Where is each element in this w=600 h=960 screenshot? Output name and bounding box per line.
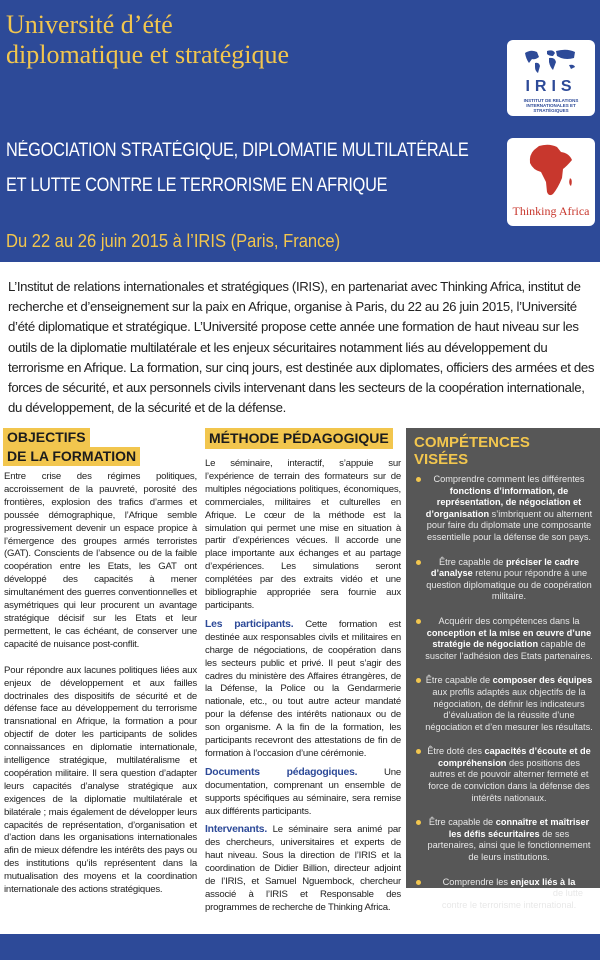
methodology-heading: MÉTHODE PÉDAGOGIQUE: [205, 428, 393, 449]
intro-paragraph: L’Institut de relations internationales et stratégiques (IRIS), en partenariat avec Thinking Africa, institut de recherche et d’enseignement sur la paix en Afrique, organise à Paris, du 22 au 26 juin 2015, l’Université d’été diplomatique et stratégique. L’Université propose cette année une formation de haut niveau sur les outils de la diplomatie multilatérale et les enjeux sécuritaires notamment liés au développement du terrorisme en Afrique. La formation, sur cinq jours, est destinée aux diplomates, officiers des armées et des forces de sécurité, et aux personnels civils intervenant dans les secteurs de la coopération internationale, du développement, de la sécurité et de la défense.: [8, 279, 595, 416]
world-map-icon: [519, 45, 583, 77]
skills-heading: [406, 428, 600, 468]
list-item: Être capable de composer des équipes aux profils adaptés aux objectifs de la négociation, de définir les indicateurs d’évaluation de la réussite d’une négociation et d’en mesurer les résultats.: [416, 675, 594, 733]
list-item: Être doté des capacités d’écoute et de compréhension des positions des autres et de pouvoir alterner fermeté et force de conviction dans la défense des intérêts nationaux.: [416, 746, 594, 804]
africa-map-icon: [527, 142, 575, 200]
bullet-icon: [416, 678, 421, 683]
iris-logo-text: IRIS: [525, 78, 577, 95]
methodology-paragraph: Le séminaire, interactif, s’appuie sur l’expérience de terrain des formateurs sur de multiples négociations politiques, économiques, commerciales, militaires et culturelles en Afrique. Le cœur de la méthode est la simulation qui permet une mise en situation à partir d’expériences vécues. Il accorde une place importante aux échanges et au partage d’expériences. Les simulations seront complétées par des extraits vidéo et une bibliographie appropriée sera fournie aux participants.: [205, 458, 401, 611]
page-title: [6, 10, 426, 70]
iris-logo-subtext: INSTITUT DE RELATIONS INTERNATIONALES ET STRATÉGIQUES: [523, 98, 579, 113]
bullet-icon: [416, 820, 421, 825]
thinking-africa-logo: [507, 138, 595, 226]
skills-list: [406, 474, 600, 924]
intervenants-text: Le séminaire sera animé par des chercheurs, universitaires et experts de haut niveau. Sous la direction de l’IRIS et la coordination de Didier Billion, directeur adjoint de l’IRIS, et Samuel Nguembock, chercheur associé à l’IRIS et Responsable des programmes de recherche de Thinking Africa.: [205, 824, 401, 913]
title-line-2: diplomatique et stratégique: [6, 40, 290, 69]
subtitle-line-2: ET LUTTE CONTRE LE TERRORISME EN AFRIQUE: [6, 175, 388, 196]
subtitle-line-1: NÉGOCIATION STRATÉGIQUE, DIPLOMATIE MULTILATÉRALE: [6, 140, 469, 161]
documents-text: Une documentation, comprenant un ensemble de supports spécifiques au séminaire, sera remise aux différents participants.: [205, 766, 401, 817]
objectives-heading: [3, 428, 200, 466]
documents-lead: Documents pédagogiques.: [205, 766, 358, 778]
skills-heading-line-1: COMPÉTENCES: [414, 434, 530, 451]
list-item: Acquérir des compétences dans la conception et la mise en œuvre d’une stratégie de négociation capable de susciter l’adhésion des Etats partenaires.: [416, 616, 594, 662]
list-item: Comprendre comment les différentes fonctions d’information, de représentation, de négociation et d’organisation s’imbriquent ou alternent pour faire du diplomate une composante essentielle pour la défense de son pays.: [416, 474, 594, 544]
list-item: Être capable de connaître et maîtriser les défis sécuritaires de ses partenaires, ainsi que le fonctionnement de leurs institutions.: [416, 817, 594, 863]
footer-band: [0, 934, 600, 960]
bullet-icon: [416, 477, 421, 482]
bullet-icon: [416, 880, 421, 885]
participants-lead: Les participants.: [205, 618, 294, 630]
title-line-1: Université d’été: [6, 10, 173, 39]
skills-heading-line-2: VISÉES: [414, 451, 469, 468]
list-item: Être capable de préciser le cadre d’analyse retenu pour répondre à une question diplomatique ou de coopération militaire.: [416, 557, 594, 603]
methodology-column: [205, 428, 401, 913]
bullet-icon: [416, 560, 421, 565]
thinking-africa-text: Thinking Africa: [512, 204, 590, 218]
objectives-paragraph-1: Entre crise des régimes politiques, accroissement de la pauvreté, porosité des frontières, explosion des trafics d’armes et poussée démographique, l’Afrique semble progressivement devenir un espace propice à l’émergence des groupes armés terroristes (GAT). Conscients de l’absence ou de la faible coopération entre les Etats, les GAT ont développé des capacités à mener simultanément des guerres conventionnelles et asymétriques qui leur procurent un avantage stratégique décisif sur les Etats et leur permettent, le cas échéant, de conserver une capacité de nuisance post-conflit.: [4, 471, 197, 650]
iris-logo: [507, 40, 595, 116]
intervenants-paragraph: [205, 824, 401, 914]
objectives-heading-line-1: OBJECTIFS: [3, 428, 90, 447]
header-banner: [0, 0, 600, 262]
list-item: Comprendre les enjeux liés à la mutualisation des moyens de lutte contre le terrorisme international.: [416, 877, 594, 912]
bullet-icon: [416, 619, 421, 624]
methodology-body: [205, 458, 401, 921]
objectives-column: [0, 428, 200, 896]
participants-paragraph: [205, 619, 401, 761]
participants-text: Cette formation est destinée aux responsables civils et militaires en charge de négociations, de coopération dans les secteurs public et privé. Il peut s’agir des cadres du ministère des Affaires étrangères, de la Défense, la Police ou la Gendarmerie nationale, etc., ou tout autre acteur mandaté pour la défense des intérêts nationaux ou de son organisme. A la fin de la formation, les participants recevront des attestations de fin de formation à l’occasion d’une cérémonie.: [205, 618, 401, 759]
objectives-body: [4, 471, 197, 910]
page-subtitle: [6, 133, 506, 203]
event-dates: Du 22 au 26 juin 2015 à l’IRIS (Paris, France): [6, 231, 341, 251]
intervenants-lead: Intervenants.: [205, 824, 268, 836]
documents-paragraph: [205, 767, 401, 819]
objectives-heading-line-2: DE LA FORMATION: [3, 447, 140, 466]
skills-sidebar: [406, 428, 600, 910]
objectives-paragraph-2: Pour répondre aux lacunes politiques liées aux enjeux de développement et aux failles doctrinales des dispositifs de sécurité et de défense face au développement du terrorisme transnational en Afrique, la formation a pour objectif de doter les participants de solides connaissances en diplomatie internationale, intelligence stratégique, multilatéralisme et coopération militaire. Il sera question d’adapter leurs capacités d’analyse stratégique aux exigences de la diplomatie multilatérale et bilatérale ; mais également de développer leurs capacités de représentation, d’organisation et d’action dans les organisations internationales afin de mieux défendre les intérêts des pays ou des institutions qu’ils représentent dans la mutualisation des moyens et la coordination internationale des actions stratégiques.: [4, 664, 197, 896]
bullet-icon: [416, 749, 421, 754]
